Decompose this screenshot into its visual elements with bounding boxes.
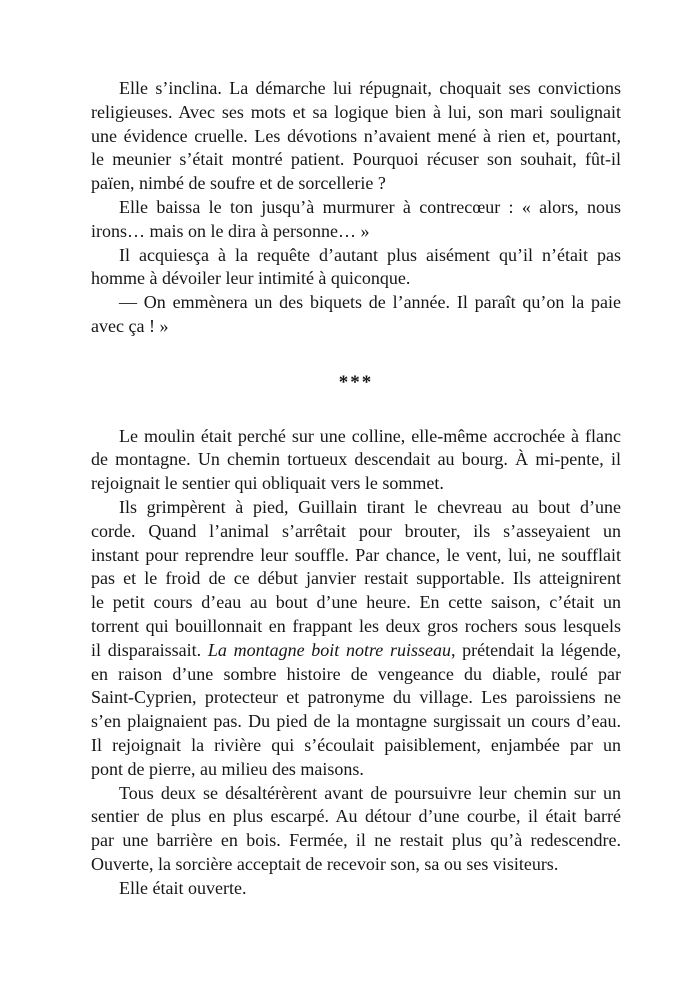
paragraph [91,782,621,877]
text-line: le meunier s’était montré patient. Pourquoi récuser son souhait, fût-il [91,149,621,170]
text-line: païen, nimbé de soufre et de sorcellerie ? [91,173,386,194]
text-line: religieuses. Avec ses mots et sa logique bien à lui, son mari soulignait [91,101,621,122]
paragraph [91,196,621,244]
paragraph [91,291,621,339]
text-line: Il acquiesça à la requête d’autant plus aisément qu’il n’était pas [119,244,621,265]
text-line: par une barrière en bois. Fermée, il ne restait plus qu’à redescendre. [91,830,621,851]
text-line: irons… mais on le dira à personne… » [91,220,370,241]
section-separator: *** [338,371,374,393]
text-line: le petit cours d’eau au bout d’une heure. En cette saison, c’était un [91,592,621,613]
text-line: avec ça ! » [91,315,169,336]
italic-phrase: La montagne boit notre ruisseau [207,639,451,660]
text-line: de montagne. Un chemin tortueux descendait au bourg. À mi-pente, il [91,449,621,470]
text-line: sentier de plus en plus escarpé. Au détour d’une courbe, il était barré [91,806,621,827]
text-line: Elle s’inclina. La démarche lui répugnait, choquait ses convictions [119,78,621,98]
text-line: Le moulin était perché sur une colline, elle-même accrochée à flanc [119,425,621,446]
text-line: Tous deux se désaltérèrent avant de poursuivre leur chemin sur un [119,782,621,803]
text-line: Ouverte, la sorcière acceptait de recevoir son, sa ou ses visiteurs. [91,853,559,874]
text-line: corde. Quand l’animal s’arrêtait pour brouter, ils s’asseyaient un [91,520,621,541]
text-line: pont de pierre, au milieu des maisons. [91,758,364,779]
text-line: Saint-Cyprien, protecteur et patronyme du village. Les paroissiens ne [91,687,621,708]
paragraph [91,877,621,901]
paragraph [91,425,621,496]
text-line: rejoignait le sentier qui obliquait vers le sommet. [91,473,444,494]
text-line: torrent qui bouillonnait en frappant les deux gros rochers sous lesquels [91,615,621,636]
paragraph [91,244,621,292]
text-line: Elle baissa le ton jusqu’à murmurer à contrecœur : « alors, nous [119,196,621,217]
text-line: en raison d’une sombre histoire de vengeance du diable, roulé par [91,663,621,684]
paragraph [91,496,621,782]
paragraph [91,77,621,196]
text-line: Ils grimpèrent à pied, Guillain tirant le chevreau au bout d’une [119,496,621,517]
text-segment: il disparaissait. [91,639,208,660]
text-segment: , prétendait la légende, [450,639,621,660]
text-line: homme à dévoiler leur intimité à quiconque. [91,268,411,289]
page-text [91,77,621,901]
text-line: pas et le froid de ce début janvier restait supportable. Ils atteignirent [91,568,621,589]
text-line: instant pour reprendre leur souffle. Par chance, le vent, lui, ne soufflait [91,544,621,565]
text-line: une évidence cruelle. Les dévotions n’avaient mené à rien et, pourtant, [91,125,621,146]
text-line: — On emmènera un des biquets de l’année. Il paraît qu’on la paie [119,292,621,313]
text-line: Il rejoignait la rivière qui s’écoulait paisiblement, enjambée par un [91,734,621,755]
text-line: s’en plaignaient pas. Du pied de la montagne surgissait un cours d’eau. [91,711,621,732]
text-line [91,639,621,663]
text-line: Elle était ouverte. [119,877,247,898]
